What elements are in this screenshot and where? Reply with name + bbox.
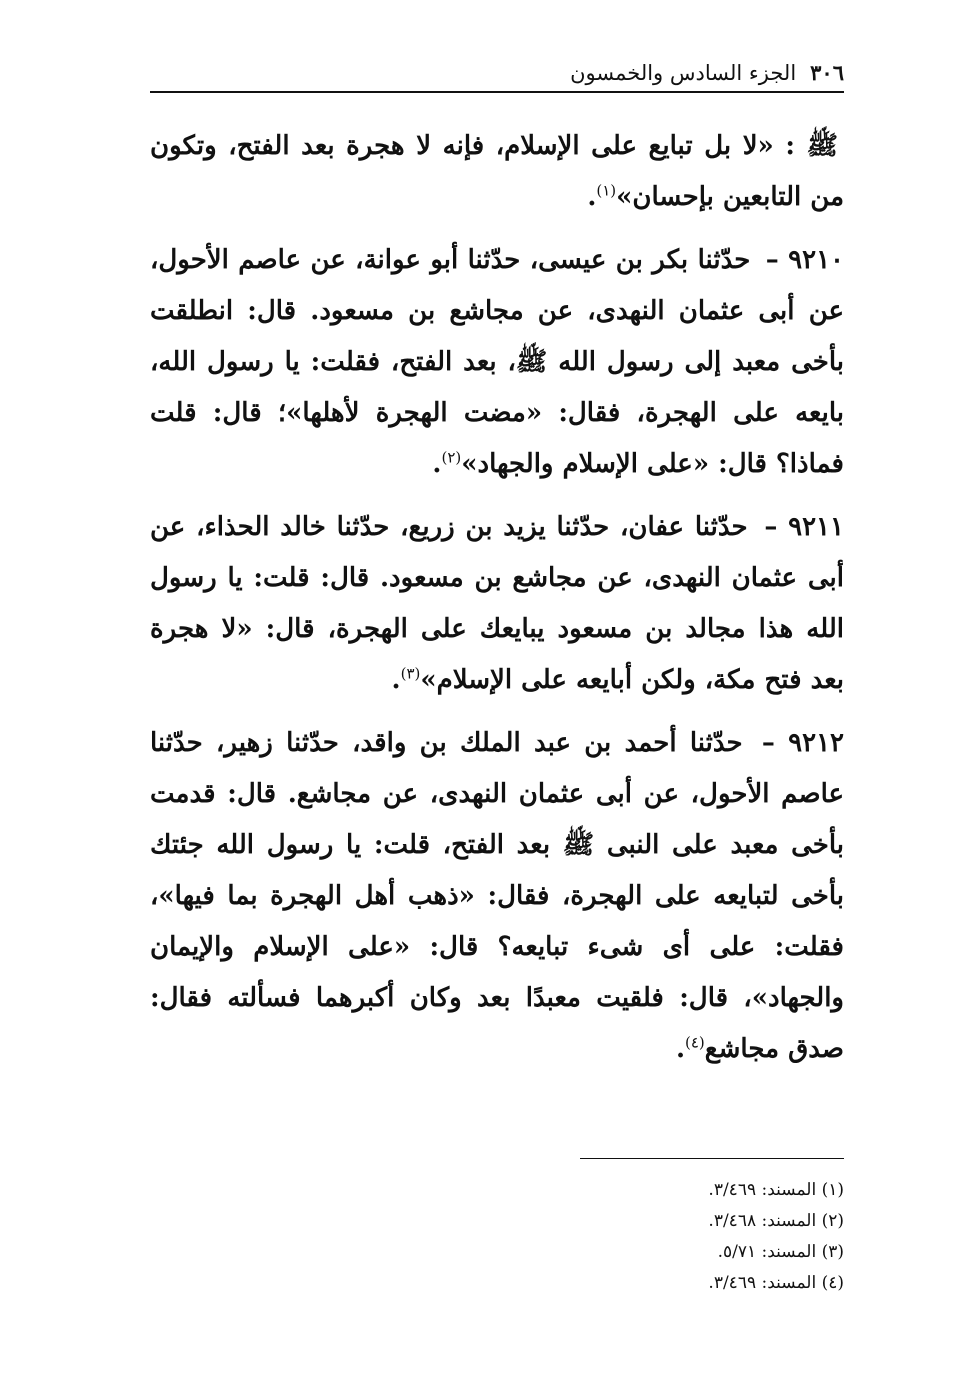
running-header (150, 60, 844, 93)
paragraph-text: حدّثنا بكر بن عيسى، حدّثنا أبو عوانة، عن عاصم الأحول، عن أبى عثمان النهدى، عن مجاشع بن مسعود. قال: انطلقت بأخى معبد إلى رسول الله ﷺ، بعد الفتح، فقلت: يا رسول الله، بايعه على الهجرة، فقال: «مضت الهجرة لأهلها»؛ قال: قلت فماذا؟ قال: «على الإسلام والجهاد» (150, 245, 844, 479)
paragraph-text: ﷺ : «لا بل تبايع على الإسلام، فإنه لا هجرة بعد الفتح، وتكون من التابعين بإحسان» (150, 131, 844, 212)
paragraph (150, 235, 844, 490)
paragraph (150, 121, 844, 223)
footnotes (580, 1158, 844, 1299)
paragraph-end: . (391, 665, 401, 695)
paragraph-text: حدّثنا عفان، حدّثنا يزيد بن زريع، حدّثنا خالد الحذاء، عن أبى عثمان النهدى، عن مجاشع بن مسعود. قال: قلت: يا رسول الله هذا مجالد بن مسعود يبايعك على الهجرة، قال: «لا هجرة بعد فتح مكة، ولكن أبايعه على الإسلام» (150, 512, 844, 695)
page (150, 60, 844, 1087)
header-title: الجزء السادس والخمسون (570, 61, 797, 85)
paragraph-text: حدّثنا أحمد بن عبد الملك بن واقد، حدّثنا زهير، حدّثنا عاصم الأحول، عن أبى عثمان النهدى، عن مجاشع. قال: قدمت بأخى معبد على النبى ﷺ بعد الفتح، قلت: يا رسول الله جئتك بأخى لتبايعه على الهجرة، فقال: «ذهب أهل الهجرة بما فيها»، فقلت: على أى شىء تبايعه؟ قال: «على الإسلام والإيمان والجهاد»، قال: فلقيت معبدًا بعد وكان أكبرهما فسألته فقال: صدق مجاشع (150, 728, 845, 1064)
page-number: ٣٠٦ (810, 60, 844, 85)
footnote: (٣) المسند: ٥/٧١. (717, 1242, 844, 1262)
hadith-number: ٩٢١٠ – (765, 245, 844, 275)
footnote-ref: (٢) (441, 448, 462, 467)
footnote: (٢) المسند: ٣/٤٦٨. (708, 1211, 844, 1231)
paragraph (150, 502, 844, 706)
paragraph-end: . (675, 1034, 685, 1064)
paragraph-end: . (587, 182, 597, 212)
paragraph (150, 718, 844, 1075)
footnote-ref: (١) (596, 181, 617, 200)
footnote: (٤) المسند: ٣/٤٦٩. (708, 1273, 844, 1293)
main-text (150, 121, 844, 1075)
footnote-ref: (٣) (400, 664, 421, 683)
paragraph-end: . (432, 449, 442, 479)
hadith-number: ٩٢١١ – (764, 512, 844, 542)
footnote: (١) المسند: ٣/٤٦٩. (708, 1180, 844, 1200)
footnote-ref: (٤) (685, 1033, 705, 1052)
hadith-number: ٩٢١٢ – (761, 728, 845, 758)
